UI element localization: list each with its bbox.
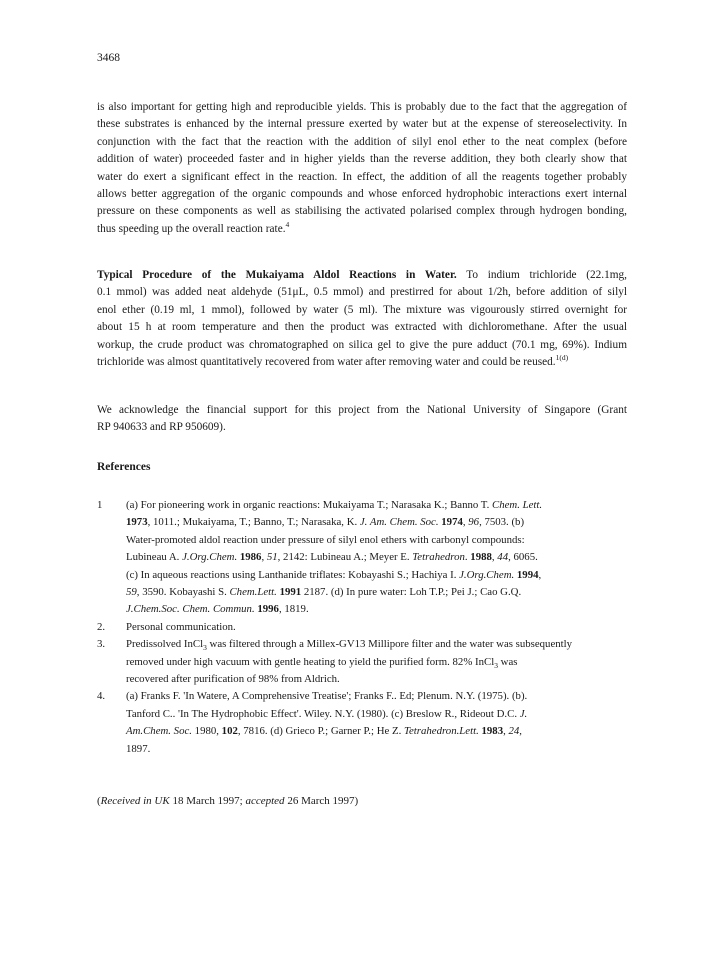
volume: 44 [497, 551, 509, 564]
reference-line: 1973, 1011.; Mukaiyama, T.; Banno, T.; Narasaka, K. J. Am. Chem. Soc. 1974, 96, 7503. (b) [126, 516, 525, 529]
text-line: conjunction with the fact that the reaction with the addition of silyl enol ether to the neat complex (before [97, 135, 627, 148]
reference-number: 2. [97, 620, 106, 633]
text-fragment: ( [97, 795, 101, 807]
reference-item [97, 688, 632, 758]
reference-line: (c) In aqueous reactions using Lanthanide triflates: Kobayashi S.; Hachiya I. J.Org.Chem. 1994, [126, 568, 542, 581]
reference-line [126, 497, 632, 514]
text-line: about 15 h at room temperature and then the product was extracted with dichloromethane. After the usual [97, 321, 627, 334]
text-line: workup, the crude product was chromatographed on silica gel to give the pure adduct (70.1 mg, 69%). Indium [97, 338, 627, 351]
text-fragment: was filtered through a Millex-GV13 Millipore filter and the water was subsequently [206, 638, 573, 651]
volume: 51 [266, 551, 278, 564]
journal-name: Tetrahedron.Lett. [404, 725, 479, 738]
reference-line: Lubineau A. J.Org.Chem. 1986, 51, 2142: Lubineau A.; Meyer E. Tetrahedron. 1988, 44, 6065. [126, 551, 538, 564]
text-line: pressure on these components as well as stabilising the activated polarised complex through hydrogen bonding, [97, 205, 627, 218]
volume: 96 [468, 516, 480, 529]
journal-name: J. Am. Chem. Soc. [359, 516, 439, 529]
reference-line [126, 601, 632, 618]
reference-line [126, 706, 632, 723]
reference-line [126, 654, 632, 671]
accepted-label: accepted [245, 795, 285, 807]
references-heading: References [97, 461, 151, 473]
body-paragraph-2 [97, 267, 627, 371]
text-fragment: removed under high vacuum with gentle heating to yield the purified form. 82% InCl [126, 655, 495, 668]
text-line [97, 267, 627, 284]
reference-number: 3. [97, 638, 106, 651]
received-label: Received in UK [100, 795, 170, 807]
text-fragment: , 2142: Lubineau A.; Meyer E. [277, 551, 413, 564]
reference-item [97, 497, 632, 619]
year: 1983 [481, 725, 504, 738]
page-number: 3468 [97, 52, 120, 64]
citation-superscript: 4 [285, 220, 290, 230]
volume: 59 [126, 586, 137, 599]
text-fragment: , 6065. [508, 551, 538, 564]
journal-name: Chem. Lett. [492, 499, 543, 511]
text-line: allows better aggregation of the organic compounds and whose enforced hydrophobic interactions exert internal [97, 188, 627, 201]
text-line: these substrates is enhanced by the internal pressure exerted by water but at the expense of stereoselectivity. In [97, 118, 627, 131]
volume: 102 [221, 725, 238, 738]
text-fragment: trichloride was almost quantitatively recovered from water after removing water and could be reused. [97, 356, 556, 369]
year: 1986 [239, 551, 262, 564]
reference-line: Personal communication. [126, 620, 236, 633]
text-line: We acknowledge the financial support for this project from the National University of Singapore (Grant [97, 404, 627, 416]
text-line: addition of water) proceeded faster and in higher yields than the reverse addition, they both clearly show that [97, 153, 627, 166]
text-fragment: , 3590. Kobayashi S. [136, 586, 230, 599]
year: 1991 [279, 586, 302, 599]
reference-line [126, 636, 632, 653]
text-fragment: 2187. (d) In pure water: Loh T.P.; Pei J.; Cao G.Q. [301, 586, 522, 599]
journal-name: J.Org.Chem. [459, 568, 515, 581]
body-paragraph-1 [97, 99, 627, 238]
reference-line: recovered after purification of 98% from Aldrich. [126, 673, 340, 686]
journal-name: J. [519, 707, 528, 720]
reference-line: Am.Chem. Soc. 1980, 102, 7816. (d) Grieco P.; Garner P.; He Z. Tetrahedron.Lett. 1983, 24, [126, 725, 522, 738]
text-fragment: To indium trichloride (22.1mg, [456, 269, 627, 281]
year: 1980, [191, 725, 222, 738]
text-line-last [97, 354, 627, 371]
reference-line: Water-promoted aldol reaction under pressure of silyl enol ethers with carbonyl compounds: [126, 533, 525, 546]
journal-name: J.Chem.Soc. Chem. Commun. [126, 603, 255, 616]
text-fragment: Tanford C.. 'In The Hydrophobic Effect'. Wiley. N.Y. (1980). (c) Breslow R., Rideout D.C. [126, 707, 520, 720]
text-line: is also important for getting high and reproducible yields. This is probably due to the fact that the aggregation of [97, 101, 627, 113]
citation-superscript: 1(d) [555, 353, 569, 363]
volume: 24 [508, 725, 520, 738]
reference-list [97, 497, 632, 758]
text-fragment: , 1011.; Mukaiyama, T.; Banno, T.; Narasaka, K. [147, 516, 360, 529]
text-fragment: (c) In aqueous reactions using Lanthanide triflates: Kobayashi S.; Hachiya I. [126, 568, 460, 581]
accepted-date: 26 March 1997) [284, 795, 359, 807]
journal-name: Chem.Lett. [229, 586, 277, 599]
journal-name: Am.Chem. Soc. [126, 725, 192, 738]
text-fragment: , 1819. [278, 603, 309, 616]
text-line: water do exert a significant effect in the reaction. In effect, the addition of all the reagents together probably [97, 170, 627, 183]
journal-name: J.Org.Chem. [182, 551, 238, 564]
year: 1994 [516, 568, 539, 581]
text-line-last [97, 221, 627, 238]
year: 1973 [126, 516, 148, 529]
text-fragment: , 7503. (b) [479, 516, 525, 529]
received-date: 18 March 1997; [169, 795, 246, 807]
reference-line: 1897. [126, 742, 151, 755]
reference-item [97, 619, 632, 636]
received-dates [97, 795, 358, 807]
reference-number: 4. [97, 690, 106, 703]
reference-line: (a) Franks F. 'In Watere, A Comprehensive Treatise'; Franks F.. Ed; Plenum. N.Y. (1975). (b). [126, 690, 528, 703]
reference-item [97, 636, 632, 688]
text-fragment: was [497, 655, 518, 668]
acknowledgement-paragraph [97, 402, 627, 437]
text-line: enol ether (0.19 ml, 1 mmol), followed by water (5 ml). The mixture was vigourously stirred overnight for [97, 303, 627, 316]
reference-line [126, 584, 632, 601]
reference-number: 1 [97, 499, 103, 511]
subscript: 3 [494, 660, 498, 670]
text-fragment: , 7816. (d) Grieco P.; Garner P.; He Z. [237, 725, 404, 738]
text-fragment: thus speeding up the overall reaction rate. [97, 222, 286, 235]
year: 1974 [441, 516, 463, 529]
journal-name: Tetrahedron [412, 551, 465, 564]
text-fragment: Predissolved InCl [126, 638, 204, 651]
text-line: 0.1 mmol) was added neat aldehyde (51μL, 0.5 mmol) and prestirred for about 1/2h, before addition of silyl [97, 286, 627, 299]
subscript: 3 [203, 643, 207, 653]
text-fragment: Lubineau A. [126, 551, 183, 564]
year: 1988 [470, 551, 492, 564]
year: 1996 [257, 603, 279, 616]
procedure-heading: Typical Procedure of the Mukaiyama Aldol Reactions in Water. [97, 269, 457, 281]
text-line-last: RP 940633 and RP 950609). [97, 421, 226, 434]
text-fragment: (a) For pioneering work in organic reactions: Mukaiyama T.; Narasaka K.; Banno T. [126, 499, 492, 511]
